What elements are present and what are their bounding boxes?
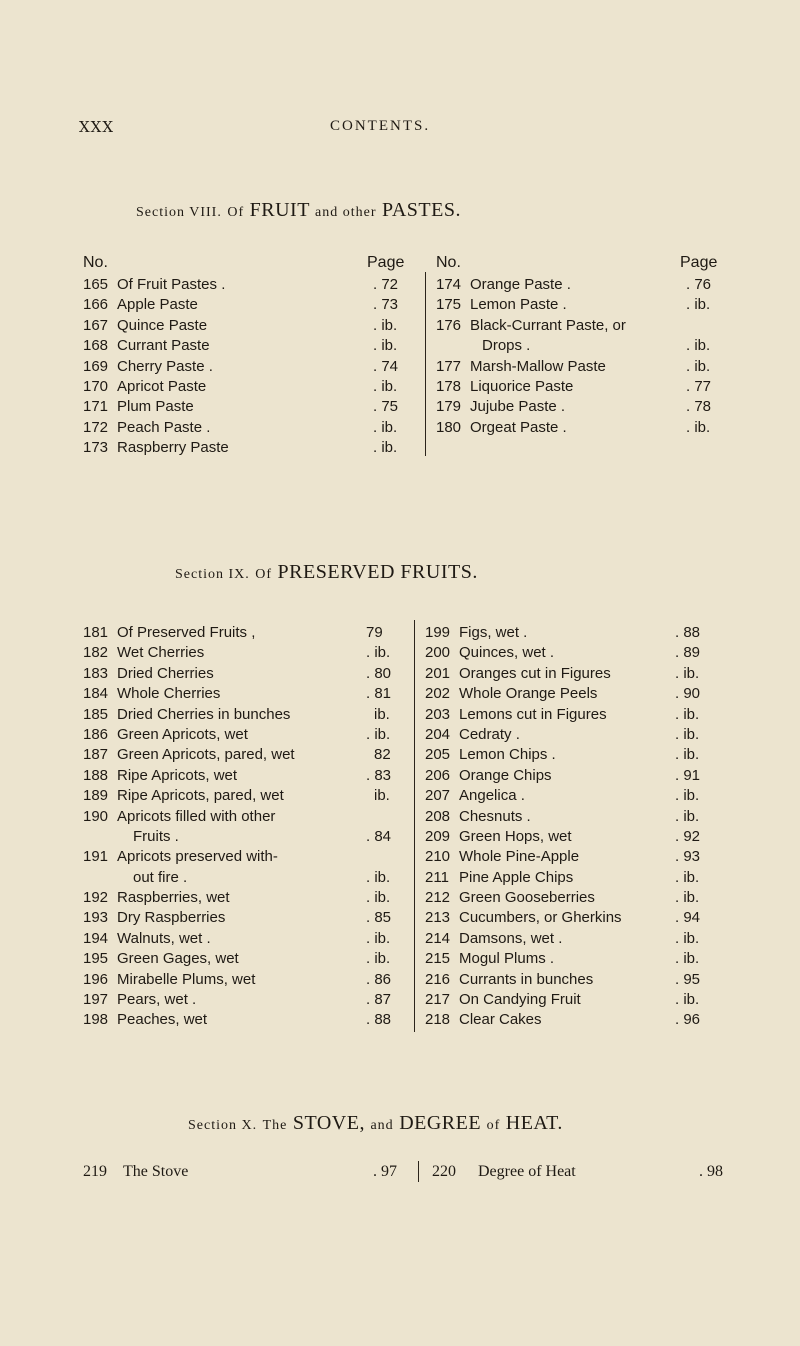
- entry-page: . ib.: [373, 377, 398, 395]
- entry-page: . 81: [366, 685, 392, 703]
- entry-page: . 72: [373, 276, 399, 293]
- list-item: [83, 397, 423, 417]
- entry-number: 171: [83, 398, 109, 416]
- list-item: [83, 377, 423, 397]
- entry-page: . ib.: [675, 889, 700, 907]
- entry-page: . ib.: [373, 439, 398, 457]
- section-9-left-list: [83, 623, 413, 1031]
- section-10-the: The: [262, 1118, 288, 1133]
- entry-page: . ib.: [675, 868, 700, 886]
- list-item: [436, 357, 736, 377]
- entry-title: Lemon Chips .: [459, 746, 556, 764]
- entry-number: 218: [425, 1011, 451, 1029]
- list-item: [83, 705, 413, 725]
- entry-title: Jujube Paste .: [470, 398, 566, 416]
- entry-title: Black-Currant Paste, or: [470, 316, 626, 334]
- entry-title: Degree of Heat: [478, 1163, 576, 1180]
- entry-number: 202: [425, 685, 451, 703]
- entry-title: The Stove: [123, 1163, 189, 1180]
- entry-page: . ib.: [675, 991, 700, 1009]
- section-9-title: [175, 561, 478, 584]
- entry-title: Currant Paste: [117, 337, 210, 355]
- entry-number: 205: [425, 746, 451, 764]
- entry-title: Currants in bunches: [459, 970, 594, 988]
- list-item: [83, 949, 413, 969]
- entry-title: Orange Paste .: [470, 276, 571, 293]
- entry-page: . ib.: [366, 929, 391, 947]
- entry-number: 181: [83, 624, 109, 641]
- entry-title: Green Gages, wet: [117, 950, 239, 968]
- entry-number: 216: [425, 970, 451, 988]
- section-9-of: Of: [255, 567, 273, 582]
- entry-number: 175: [436, 296, 462, 314]
- entry-page: ib.: [374, 787, 390, 805]
- entry-number: 206: [425, 766, 451, 784]
- list-item: [425, 705, 755, 725]
- entry-title: Lemon Paste .: [470, 296, 567, 314]
- entry-title: out fire .: [133, 868, 188, 886]
- section-8-label: Section VIII.: [136, 205, 222, 220]
- entry-page: . ib.: [675, 787, 700, 805]
- entry-title: Walnuts, wet .: [117, 929, 211, 947]
- section-10-main: STOVE,: [292, 1112, 365, 1134]
- entry-page: . ib.: [675, 929, 700, 947]
- entry-title: Green Apricots, pared, wet: [117, 746, 295, 764]
- entry-number: 167: [83, 316, 109, 334]
- section-10-degree: DEGREE: [399, 1112, 482, 1134]
- entry-page: . ib.: [686, 296, 711, 314]
- list-item: [83, 807, 413, 827]
- list-item: [83, 684, 413, 704]
- entry-page: . ib.: [675, 950, 700, 968]
- entry-title: Plum Paste: [117, 398, 194, 416]
- entry-number: 208: [425, 807, 451, 825]
- section-10-title: [188, 1112, 563, 1135]
- list-item: [436, 275, 736, 295]
- entry-page: . 77: [686, 377, 712, 395]
- entry-page: . 97: [373, 1163, 397, 1180]
- entry-page: . 92: [675, 827, 701, 845]
- entry-number: 220: [432, 1163, 456, 1180]
- entry-title: Quinces, wet .: [459, 644, 555, 662]
- list-item: [83, 929, 413, 949]
- column-divider: [425, 272, 426, 456]
- entry-page: . 95: [675, 970, 701, 988]
- entry-number: 186: [83, 725, 109, 743]
- entry-page: . 78: [686, 398, 712, 416]
- section-8-of: Of: [227, 205, 245, 220]
- list-item: [83, 664, 413, 684]
- section-8-end: PASTES.: [382, 199, 461, 221]
- entry-number: 196: [83, 970, 109, 988]
- entry-number: 191: [83, 848, 109, 866]
- entry-page: . 89: [675, 644, 701, 662]
- entry-number: 173: [83, 439, 109, 457]
- entry-number: 203: [425, 705, 451, 723]
- entry-title: Green Hops, wet: [459, 827, 572, 845]
- list-item: [83, 766, 413, 786]
- entry-page: . ib.: [686, 337, 711, 355]
- entry-page: 79: [366, 624, 383, 641]
- list-item: [83, 1010, 413, 1030]
- entry-number: 184: [83, 685, 109, 703]
- entry-number: 174: [436, 276, 462, 293]
- list-item: [83, 745, 413, 765]
- entry-title: Angelica .: [459, 787, 525, 805]
- entry-number: 200: [425, 644, 451, 662]
- entry-number: 185: [83, 705, 109, 723]
- entry-title: Figs, wet .: [459, 624, 528, 641]
- entry-title: Mirabelle Plums, wet: [117, 970, 256, 988]
- page-number: XXX: [79, 118, 115, 136]
- list-item: [425, 888, 755, 908]
- entry-page: . 85: [366, 909, 392, 927]
- section-9-main: PRESERVED FRUITS.: [277, 561, 478, 583]
- entry-number: 176: [436, 316, 462, 334]
- entry-number: 180: [436, 418, 462, 436]
- section-10-and: and: [370, 1118, 394, 1133]
- col-no-right: No.: [436, 254, 461, 271]
- entry-page: . 86: [366, 970, 392, 988]
- entry-number: 182: [83, 644, 109, 662]
- list-item: [425, 664, 755, 684]
- entry-number: 201: [425, 664, 451, 682]
- entry-number: 192: [83, 889, 109, 907]
- entry-page: . ib.: [675, 705, 700, 723]
- entry-number: 179: [436, 398, 462, 416]
- entry-title: Raspberry Paste: [117, 439, 229, 457]
- entry-title: Dry Raspberries: [117, 909, 226, 927]
- list-item: [425, 868, 755, 888]
- entry-title: Cucumbers, or Gherkins: [459, 909, 622, 927]
- list-item: [436, 377, 736, 397]
- list-item: [83, 970, 413, 990]
- entry-page: . ib.: [675, 725, 700, 743]
- entry-title: Fruits .: [133, 827, 179, 845]
- entry-number: 204: [425, 725, 451, 743]
- entry-number: 212: [425, 889, 451, 907]
- entry-number: 166: [83, 296, 109, 314]
- list-item: [425, 970, 755, 990]
- list-item: [425, 786, 755, 806]
- list-item: [425, 766, 755, 786]
- list-item: [436, 418, 736, 438]
- entry-page: . 80: [366, 664, 392, 682]
- entry-number: 207: [425, 787, 451, 805]
- entry-page: . ib.: [366, 725, 391, 743]
- entry-title: Pears, wet .: [117, 991, 197, 1009]
- list-item: [425, 643, 755, 663]
- entry-page: . 93: [675, 848, 701, 866]
- list-item: [83, 643, 413, 663]
- entry-number: 170: [83, 377, 109, 395]
- entry-title: Green Gooseberries: [459, 889, 595, 907]
- entry-page: . ib.: [373, 337, 398, 355]
- col-page-right: Page: [680, 254, 718, 271]
- entry-page: . 98: [699, 1163, 723, 1180]
- list-item: [425, 990, 755, 1010]
- entry-title: Whole Cherries: [117, 685, 221, 703]
- list-item: [83, 827, 413, 847]
- list-item: [425, 827, 755, 847]
- entry-number: 172: [83, 418, 109, 436]
- entry-page: . 83: [366, 766, 392, 784]
- entry-number: 211: [425, 868, 449, 886]
- entry-title: Marsh-Mallow Paste: [470, 357, 606, 375]
- entry-number: 168: [83, 337, 109, 355]
- list-item: [83, 623, 413, 643]
- section-8-title: [136, 199, 461, 222]
- entry-page: . 88: [366, 1011, 392, 1029]
- entry-number: 213: [425, 909, 451, 927]
- entry-title: Peach Paste .: [117, 418, 211, 436]
- entry-page: ib.: [374, 705, 390, 723]
- list-item: [436, 316, 736, 336]
- list-item: [83, 316, 423, 336]
- list-item: [425, 725, 755, 745]
- entry-number: 198: [83, 1011, 109, 1029]
- entry-number: 195: [83, 950, 109, 968]
- entry-number: 217: [425, 991, 451, 1009]
- entry-title: Of Fruit Pastes .: [117, 276, 226, 293]
- entry-title: Mogul Plums .: [459, 950, 555, 968]
- list-item: [436, 397, 736, 417]
- entry-title: Ripe Apricots, pared, wet: [117, 787, 284, 805]
- entry-page: . 75: [373, 398, 399, 416]
- list-item: [83, 418, 423, 438]
- entry-title: Green Apricots, wet: [117, 725, 248, 743]
- list-item: [83, 357, 423, 377]
- section-10-of: of: [486, 1118, 501, 1133]
- entry-number: 209: [425, 827, 451, 845]
- list-item: [425, 807, 755, 827]
- entry-page: . 88: [675, 624, 701, 641]
- section-8-left-list: [83, 275, 423, 459]
- list-item: [425, 1010, 755, 1030]
- section-8-and-other: and other: [315, 205, 377, 220]
- entry-title: Wet Cherries: [117, 644, 205, 662]
- entry-number: 210: [425, 848, 451, 866]
- list-item: [425, 623, 755, 643]
- entry-number: 199: [425, 624, 451, 641]
- entry-number: 188: [83, 766, 109, 784]
- list-item: [425, 745, 755, 765]
- list-item: [425, 949, 755, 969]
- col-page-left: Page: [367, 254, 405, 271]
- section-10-label: Section X.: [188, 1118, 258, 1133]
- entry-page: . ib.: [686, 357, 711, 375]
- entry-title: Apricots preserved with-: [117, 848, 278, 866]
- entry-page: . ib.: [366, 644, 391, 662]
- list-item: [425, 684, 755, 704]
- list-item: [83, 725, 413, 745]
- col-no-left: No.: [83, 254, 108, 271]
- section-8-right-list: [436, 275, 736, 438]
- entry-page: . ib.: [675, 746, 700, 764]
- entry-title: Apricots filled with other: [117, 807, 276, 825]
- entry-page: 82: [374, 746, 391, 764]
- entry-title: Pine Apple Chips: [459, 868, 574, 886]
- entry-title: Chesnuts .: [459, 807, 531, 825]
- entry-title: Whole Orange Peels: [459, 685, 598, 703]
- entry-title: Dried Cherries: [117, 664, 214, 682]
- entry-title: Orange Chips: [459, 766, 552, 784]
- entry-number: 215: [425, 950, 451, 968]
- entry-number: 219: [83, 1163, 107, 1180]
- column-divider: [418, 1161, 419, 1182]
- entry-page: . ib.: [686, 418, 711, 436]
- entry-title: Ripe Apricots, wet: [117, 766, 238, 784]
- entry-page: . ib.: [675, 807, 700, 825]
- list-item: [436, 336, 736, 356]
- entry-page: . 94: [675, 909, 701, 927]
- entry-page: . 96: [675, 1011, 701, 1029]
- entry-page: . 76: [686, 276, 712, 293]
- list-item: [83, 275, 423, 295]
- entry-title: Drops .: [482, 337, 531, 355]
- list-item: [436, 295, 736, 315]
- entry-page: . 74: [373, 357, 399, 375]
- list-item: [83, 336, 423, 356]
- entry-number: 183: [83, 664, 109, 682]
- entry-page: . 73: [373, 296, 399, 314]
- entry-title: Apple Paste: [117, 296, 198, 314]
- entry-title: Clear Cakes: [459, 1011, 542, 1029]
- entry-number: 214: [425, 929, 451, 947]
- entry-title: Orgeat Paste .: [470, 418, 567, 436]
- entry-title: Liquorice Paste: [470, 377, 574, 395]
- list-item: [83, 847, 413, 867]
- section-8-main: FRUIT: [249, 199, 310, 221]
- entry-page: . ib.: [366, 889, 391, 907]
- section-9-label: Section IX.: [175, 567, 250, 582]
- list-item: [83, 888, 413, 908]
- list-item: [83, 990, 413, 1010]
- list-item: [83, 438, 423, 458]
- entry-page: . 90: [675, 685, 701, 703]
- entry-number: 177: [436, 357, 462, 375]
- entry-title: Apricot Paste: [117, 377, 207, 395]
- entry-title: Oranges cut in Figures: [459, 664, 611, 682]
- entry-page: . ib.: [366, 868, 391, 886]
- entry-title: Dried Cherries in bunches: [117, 705, 291, 723]
- section-9-right-list: [425, 623, 755, 1031]
- entry-title: Cherry Paste .: [117, 357, 213, 375]
- entry-number: 169: [83, 357, 109, 375]
- entry-number: 178: [436, 377, 462, 395]
- entry-page: . 87: [366, 991, 392, 1009]
- page-title: CONTENTS.: [330, 118, 431, 134]
- entry-page: . 91: [675, 766, 701, 784]
- list-item: [83, 786, 413, 806]
- list-item: [425, 929, 755, 949]
- list-item: [83, 908, 413, 928]
- entry-title: Cedraty .: [459, 725, 520, 743]
- list-item: [425, 847, 755, 867]
- entry-number: 193: [83, 909, 109, 927]
- entry-title: Peaches, wet: [117, 1011, 208, 1029]
- entry-title: Damsons, wet .: [459, 929, 563, 947]
- list-item: [425, 908, 755, 928]
- entry-title: Lemons cut in Figures: [459, 705, 607, 723]
- section-10-heat: HEAT.: [505, 1112, 563, 1134]
- entry-number: 190: [83, 807, 109, 825]
- entry-page: . ib.: [366, 950, 391, 968]
- entry-number: 187: [83, 746, 109, 764]
- entry-number: 197: [83, 991, 109, 1009]
- entry-number: 189: [83, 787, 109, 805]
- entry-title: Of Preserved Fruits ,: [117, 624, 256, 641]
- entry-title: Whole Pine-Apple: [459, 848, 580, 866]
- entry-title: Quince Paste: [117, 316, 208, 334]
- entry-page: . 84: [366, 827, 392, 845]
- list-item: [83, 295, 423, 315]
- entry-number: 194: [83, 929, 109, 947]
- list-item: [83, 868, 413, 888]
- entry-page: . ib.: [373, 316, 398, 334]
- entry-page: . ib.: [373, 418, 398, 436]
- entry-title: Raspberries, wet: [117, 889, 230, 907]
- entry-page: . ib.: [675, 664, 700, 682]
- column-divider: [414, 620, 415, 1032]
- entry-number: 165: [83, 276, 109, 293]
- entry-title: On Candying Fruit: [459, 991, 581, 1009]
